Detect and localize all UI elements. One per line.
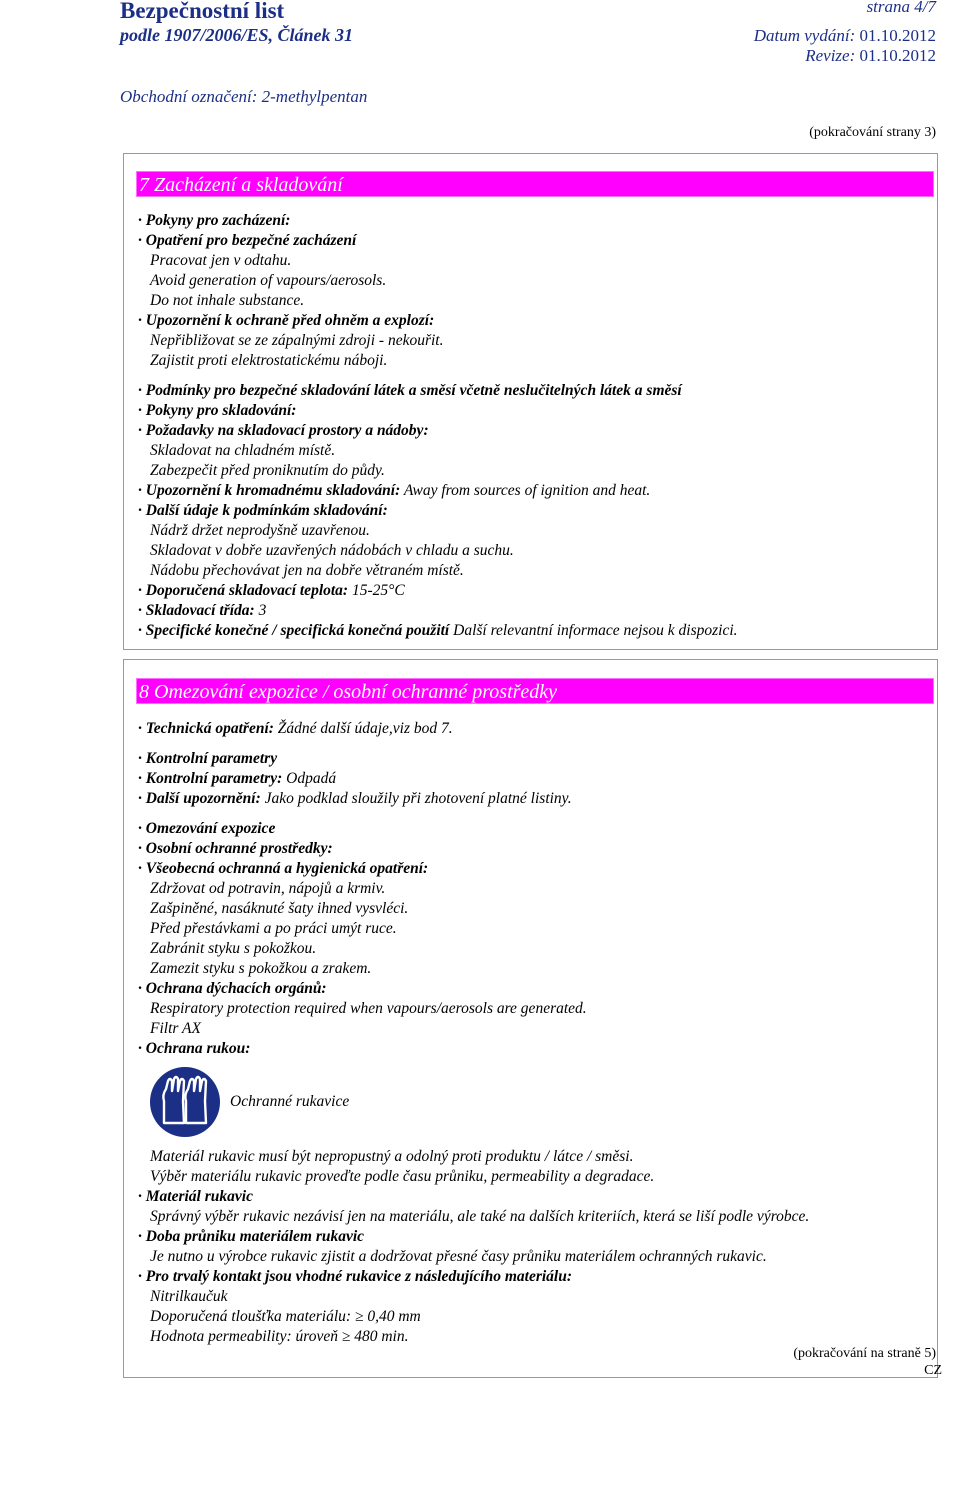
document-line: Nádrž držet neprodyšně uzavřenou. (150, 522, 370, 539)
issue-date (754, 26, 936, 46)
trade-name: Obchodní označení: 2-methylpentan (120, 87, 368, 106)
document-line: · Pro trvalý kontakt jsou vhodné rukavice z následujícího materiálu: (138, 1268, 573, 1285)
document-line: Doporučená tloušťka materiálu: ≥ 0,40 mm (150, 1308, 421, 1325)
document-line: · Opatření pro bezpečné zacházení (138, 232, 357, 249)
document-line: Zabezpečit před proniknutím do půdy. (150, 462, 385, 479)
line-label: · Doporučená skladovací teplota: (138, 582, 349, 599)
document-line: · Pokyny pro zacházení: (138, 212, 291, 229)
document-line: Skladovat v dobře uzavřených nádobách v chladu a suchu. (150, 542, 514, 559)
document-title: Bezpečnostní list (120, 0, 285, 23)
document-line: · Upozornění k ochraně před ohněm a explozí: (138, 312, 435, 329)
revision-date-label: Revize: (805, 46, 856, 65)
revision-date-value: 01.10.2012 (859, 46, 936, 65)
document-line (138, 769, 336, 789)
document-line: Do not inhale substance. (150, 292, 305, 309)
line-label: · Skladovací třída: (138, 602, 255, 619)
line-value: Odpadá (286, 770, 337, 787)
document-line: Hodnota permeability: úroveň ≥ 480 min. (150, 1328, 409, 1345)
document-line: · Další údaje k podmínkám skladování: (138, 502, 388, 519)
document-line: · Kontrolní parametry (138, 750, 278, 767)
revision-date (805, 46, 936, 66)
document-line (138, 719, 453, 739)
section-7-heading: 7 Zacházení a skladování (136, 171, 934, 197)
line-value: 15-25°C (351, 582, 405, 599)
page-number: strana 4/7 (866, 0, 936, 16)
document-line (138, 601, 266, 621)
document-line: · Všeobecná ochranná a hygienická opatření: (138, 860, 429, 877)
document-line: · Doba průniku materiálem rukavic (138, 1228, 365, 1245)
continued-from: (pokračování strany 3) (809, 125, 936, 140)
issue-date-value: 01.10.2012 (859, 26, 936, 45)
document-line: · Omezování expozice (138, 820, 276, 837)
document-line: Nepřibližovat se ze zápalnými zdroji - nekouřit. (150, 332, 444, 349)
protective-gloves-icon (150, 1067, 220, 1137)
document-line (138, 581, 405, 601)
document-line: Nitrilkaučuk (150, 1288, 228, 1305)
document-line (138, 621, 738, 641)
document-line: Respiratory protection required when vapours/aerosols are generated. (150, 1000, 587, 1017)
line-label: · Specifické konečné / specifická konečná použití (138, 622, 450, 639)
glove-label: Ochranné rukavice (230, 1093, 350, 1110)
section-8-heading: 8 Omezování expozice / osobní ochranné prostředky (136, 678, 934, 704)
document-line: · Osobní ochranné prostředky: (138, 840, 333, 857)
line-value: 3 (258, 602, 267, 619)
document-line: Zamezit styku s pokožkou a zrakem. (150, 960, 372, 977)
document-line: Zašpiněné, nasáknuté šaty ihned vysvléci. (150, 900, 409, 917)
line-label: · Další upozornění: (138, 790, 261, 807)
line-value: Away from sources of ignition and heat. (403, 482, 651, 499)
document-line: Filtr AX (150, 1020, 201, 1037)
document-line: Nádobu přechovávat jen na dobře větraném místě. (150, 562, 464, 579)
document-subtitle: podle 1907/2006/ES, Článek 31 (120, 25, 354, 45)
document-line: · Pokyny pro skladování: (138, 402, 297, 419)
document-line: · Požadavky na skladovací prostory a nádoby: (138, 422, 429, 439)
document-line: Skladovat na chladném místě. (150, 442, 336, 459)
document-line: Zdržovat od potravin, nápojů a krmiv. (150, 880, 386, 897)
document-line: Pracovat jen v odtahu. (150, 252, 292, 269)
language-code: CZ (924, 1363, 942, 1378)
document-line: Výběr materiálu rukavic proveďte podle času průniku, permeability a degradace. (150, 1168, 655, 1185)
line-label: · Kontrolní parametry: (138, 770, 283, 787)
document-line: · Materiál rukavic (138, 1188, 253, 1205)
document-line (138, 789, 572, 809)
continued-to: (pokračování na straně 5) (793, 1346, 936, 1361)
line-label: · Upozornění k hromadnému skladování: (138, 482, 401, 499)
document-line (138, 481, 650, 501)
document-line: · Podmínky pro bezpečné skladování látek a směsí včetně neslučitelných látek a směsí (138, 382, 682, 399)
line-value: Žádné další údaje,viz bod 7. (277, 720, 453, 737)
line-value: Jako podklad sloužily při zhotovení platné listiny. (264, 790, 572, 807)
document-line: Zajistit proti elektrostatickému náboji. (150, 352, 388, 369)
document-line: · Ochrana dýchacích orgánů: (138, 980, 327, 997)
document-line: Před přestávkami a po práci umýt ruce. (150, 920, 397, 937)
document-line: · Ochrana rukou: (138, 1040, 251, 1057)
line-value: Další relevantní informace nejsou k dispozici. (453, 622, 738, 639)
document-line: Materiál rukavic musí být nepropustný a odolný proti produktu / látce / směsi. (150, 1148, 634, 1165)
document-line: Avoid generation of vapours/aerosols. (150, 272, 387, 289)
issue-date-label: Datum vydání: (753, 26, 856, 45)
line-label: · Technická opatření: (138, 720, 274, 737)
document-line: Zabránit styku s pokožkou. (150, 940, 317, 957)
document-line: Správný výběr rukavic nezávisí jen na materiálu, ale také na dalších kriteriích, která se liší podle výrobce. (150, 1208, 810, 1225)
document-line: Je nutno u výrobce rukavic zjistit a dodržovat přesné časy průniku materiálem ochranných rukavic. (150, 1248, 767, 1265)
